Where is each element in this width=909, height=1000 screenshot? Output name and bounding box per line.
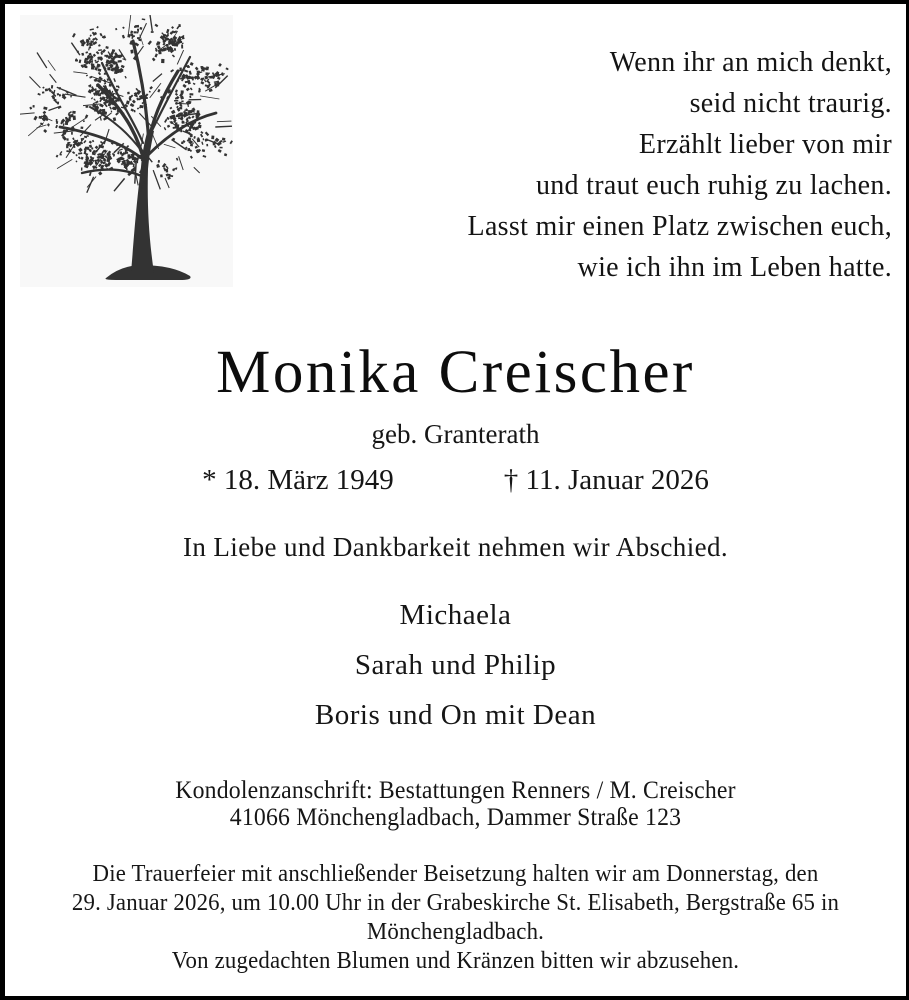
funeral-line: Mönchengladbach. — [366, 919, 545, 945]
funeral-line: Von zugedachten Blumen und Kränzen bitten wir abzusehen. — [171, 948, 740, 974]
tree-illustration — [20, 15, 233, 287]
deceased-name: Monika Creischer — [216, 339, 695, 406]
funeral-line: 29. Januar 2026, um 10.00 Uhr in der Grabeskirche St. Elisabeth, Bergstraße 65 in — [71, 890, 840, 916]
condolence-line: Kondolenzanschrift: Bestattungen Renners / M. Creischer — [175, 777, 736, 804]
poem-line: Wenn ihr an mich denkt, — [609, 47, 892, 78]
maiden-name: geb. Granterath — [371, 419, 540, 449]
poem-line: wie ich ihn im Leben hatte. — [577, 252, 892, 283]
birth-date: * 18. März 1949 — [202, 464, 394, 496]
condolence-line: 41066 Mönchengladbach, Dammer Straße 123 — [229, 804, 682, 831]
mourner-name: Michaela — [399, 599, 512, 631]
funeral-line: Die Trauerfeier mit anschließender Beisetzung halten wir am Donnerstag, den — [92, 861, 819, 887]
poem-line: Erzählt lieber von mir — [638, 129, 892, 160]
mourner-name: Sarah und Philip — [354, 649, 557, 681]
poem-line: Lasst mir einen Platz zwischen euch, — [467, 211, 892, 242]
poem-line: seid nicht traurig. — [689, 88, 892, 119]
death-date: † 11. Januar 2026 — [503, 464, 709, 496]
poem-line: und traut euch ruhig zu lachen. — [535, 170, 892, 201]
memorial-poem — [265, 42, 892, 288]
mourner-name: Boris und On mit Dean — [314, 699, 597, 731]
farewell-line: In Liebe und Dankbarkeit nehmen wir Abschied. — [182, 532, 729, 562]
tree-icon — [20, 15, 233, 287]
mourners-list — [5, 590, 906, 740]
life-dates — [5, 464, 906, 497]
funeral-info — [28, 860, 884, 976]
condolence-address — [28, 777, 884, 831]
